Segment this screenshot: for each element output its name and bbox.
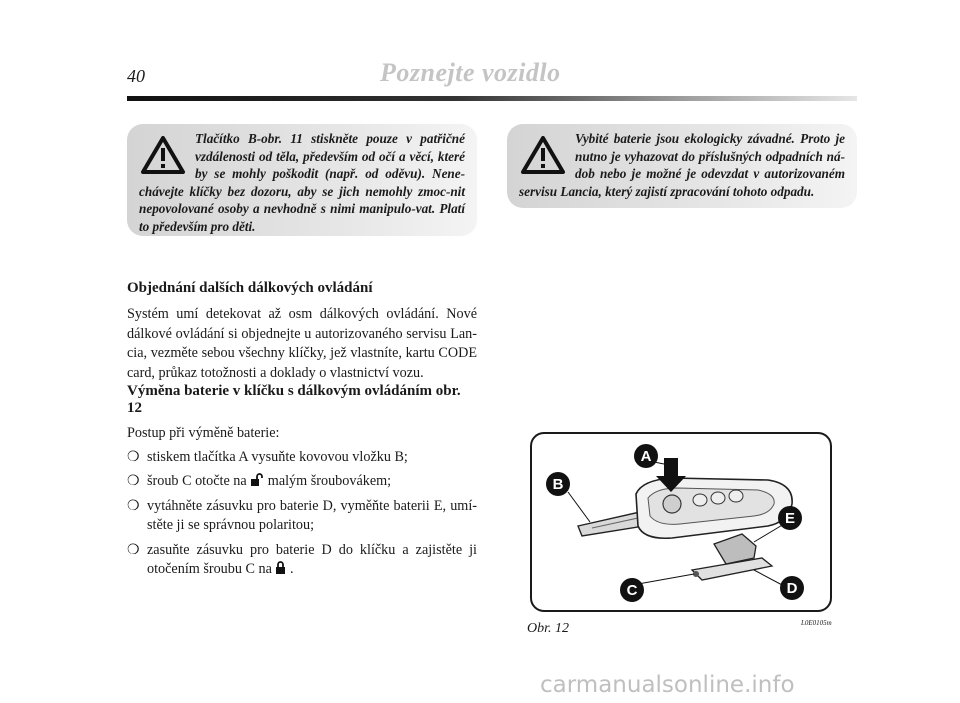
watermark: carmanualsonline.info xyxy=(540,672,795,698)
page-number: 40 xyxy=(127,66,145,86)
section-battery-replacement xyxy=(127,383,477,585)
figure-key-battery xyxy=(530,432,832,612)
warning-triangle-icon xyxy=(141,136,185,174)
svg-text:B: B xyxy=(552,476,564,493)
warning-text: Tlačítko B-obr. 11 stiskněte pouze v patřičné vzdálenosti od těla, především od očí a věcí, které by se mohly poškodit (např. od oděvu). Nene-chávejte klíčky bez dozoru, aby se jich nemohly zmoc-nit nepovolované osoby a nevhodně s nimi manipulo-vat. Platí to především pro děti. xyxy=(139,131,465,234)
bullet-icon: ❍ xyxy=(127,541,140,558)
lock-icon xyxy=(275,561,286,574)
svg-text:A: A xyxy=(640,448,652,465)
section-heading: Výměna baterie v klíčku s dálkovým ovládáním obr. 12 xyxy=(127,383,461,416)
label-d xyxy=(780,576,804,600)
label-a xyxy=(634,444,658,468)
svg-text:E: E xyxy=(784,510,796,527)
bullet-icon: ❍ xyxy=(127,473,140,489)
warning-box-safety xyxy=(127,124,477,236)
bullet-icon: ❍ xyxy=(127,448,140,465)
bullet-icon: ❍ xyxy=(127,497,140,514)
warning-text: Vybité baterie jsou ekologicky závadné. Proto je nutno je vyhazovat do příslušných odpadních ná-dob nebo je možné je odevzdat v autorizovaném servisu Lancia, který zajistí zpracování tohoto odpadu. xyxy=(519,131,845,199)
list-item: ❍ šroub C otočte na malým šroubovákem; xyxy=(127,472,477,492)
list-item: ❍ vytáhněte zásuvku pro baterie D, vyměňte baterii E, umí-stěte ji se správnou polaritou; xyxy=(127,497,477,533)
svg-text:D: D xyxy=(786,580,798,597)
key-illustration xyxy=(532,434,830,610)
chapter-title: Poznejte vozidlo xyxy=(380,58,561,87)
label-b xyxy=(546,472,570,496)
section-body: Systém umí detekovat až osm dálkových ovládání. Nové dálkové ovládání si objednejte u autorizovaného servisu Lan-cia, vezměte sebou všechny klíčky, jež vlastníte, kartu CODE card, průkaz totožnosti a doklady o vlastnictví vozu. xyxy=(127,306,477,381)
list-item: ❍ stiskem tlačítka A vysuňte kovovou vložku B; xyxy=(127,448,477,468)
steps-list xyxy=(127,448,477,580)
list-item: ❍ zasuňte zásuvku pro baterie D do klíčku a zajistěte ji otočením šroubu C na . xyxy=(127,541,477,577)
label-e xyxy=(778,506,802,530)
unlock-icon xyxy=(250,473,264,486)
warning-triangle-icon xyxy=(521,136,565,174)
section-order-remotes xyxy=(127,280,477,383)
figure-code: L0E0105m xyxy=(801,619,832,627)
header-rule xyxy=(127,96,857,101)
section-heading: Objednání dalších dálkových ovládání xyxy=(127,280,373,296)
label-c xyxy=(620,578,644,602)
figure-caption: Obr. 12 xyxy=(527,621,570,636)
svg-text:C: C xyxy=(626,582,638,599)
warning-box-battery xyxy=(507,124,857,208)
section-intro: Postup při výměně baterie: xyxy=(127,425,280,441)
